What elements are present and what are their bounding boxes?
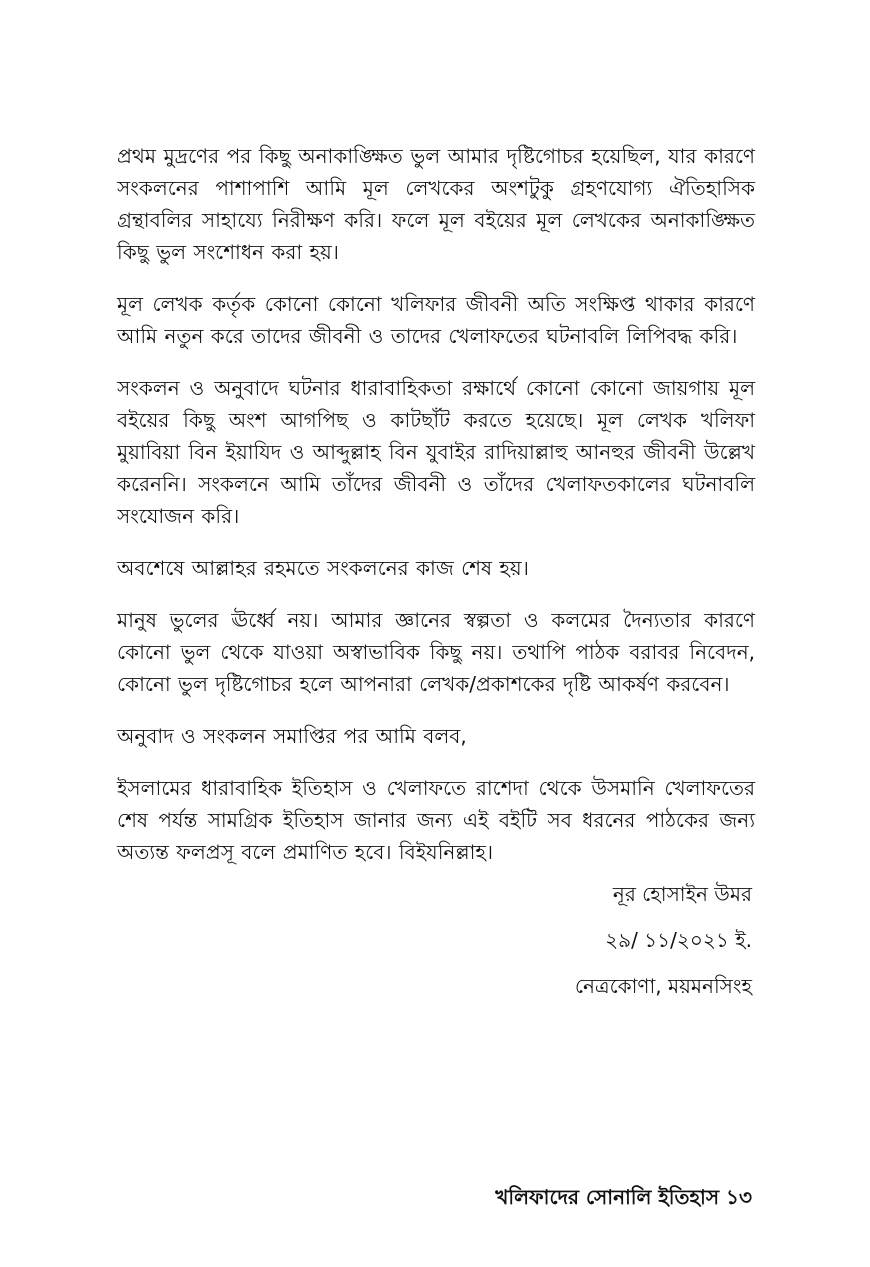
paragraph-closing-intro: অনুবাদ ও সংকলন সমাপ্তির পর আমি বলব, [117,724,467,748]
paragraph-errors-request: মানুষ ভুলের ঊর্ধ্বে নয়। আমার জ্ঞানের স্বল্পতা ও কলমের দৈন্যতার কারণে কোনো ভুল থেকে যাওয়া অস্বাভাবিক কিছু নয়। তথাপি পাঠক বরাবর নিবেদন, কোনো ভুল দৃষ্টিগোচর হলে আপনারা লেখক/প্রকাশকের দৃষ্টি আকর্ষণ করবেন। [117,608,755,696]
signature-place: নেত্রকোণা, ময়মনসিংহ [574,974,752,998]
page-footer-running-title: খলিফাদের সোনালি ইতিহাস ১৩ [495,1185,752,1209]
signature-block [575,880,752,1018]
paragraph-new-biographies: মূল লেখক কর্তৃক কোনো কোনো খলিফার জীবনী অতি সংক্ষিপ্ত থাকার কারণে আমি নতুন করে তাদের জীবনী ও তাদের খেলাফতের ঘটনাবলি লিপিবদ্ধ করি। [117,292,755,348]
paragraph-first-print-corrections: প্রথম মুদ্রণের পর কিছু অনাকাঙ্ক্ষিত ভুল আমার দৃষ্টিগোচর হয়েছিল, যার কারণে সংকলনের পাশাপাশি আমি মূল লেখকের অংশটুকু গ্রহণযোগ্য ঐতিহাসিক গ্রন্থাবলির সাহায্যে নিরীক্ষণ করি। ফলে মূল বইয়ের মূল লেখকের অনাকাঙ্ক্ষিত কিছু ভুল সংশোধন করা হয়। [117,144,755,264]
author-name: নূর হোসাইন উমর [612,882,752,906]
body-text [117,140,755,888]
paragraph-completion: অবশেষে আল্লাহর রহমতে সংকলনের কাজ শেষ হয়। [117,556,529,580]
signature-date: ২৯/ ১১/২০২১ ই. [605,928,752,952]
paragraph-sequence-editing: সংকলন ও অনুবাদে ঘটনার ধারাবাহিকতা রক্ষার্থে কোনো কোনো জায়গায় মূল বইয়ের কিছু অংশ আগপিছ ও কাটছাঁট করতে হয়েছে। মূল লেখক খলিফা মুয়াবিয়া বিন ইয়াযিদ ও আব্দুল্লাহ বিন যুবাইর রাদিয়াল্লাহু আনহুর জীবনী উল্লেখ করেননি। সংকলনে আমি তাঁদের জীবনী ও তাঁদের খেলাফতকালের ঘটনাবলি সংযোজন করি। [117,376,755,528]
paragraph-closing-statement: ইসলামের ধারাবাহিক ইতিহাস ও খেলাফতে রাশেদা থেকে উসমানি খেলাফতের শেষ পর্যন্ত সামগ্রিক ইতিহাস জানার জন্য এই বইটি সব ধরনের পাঠকের জন্য অত্যন্ত ফলপ্রসূ বলে প্রমাণিত হবে। বিইযনিল্লাহ। [117,776,755,864]
